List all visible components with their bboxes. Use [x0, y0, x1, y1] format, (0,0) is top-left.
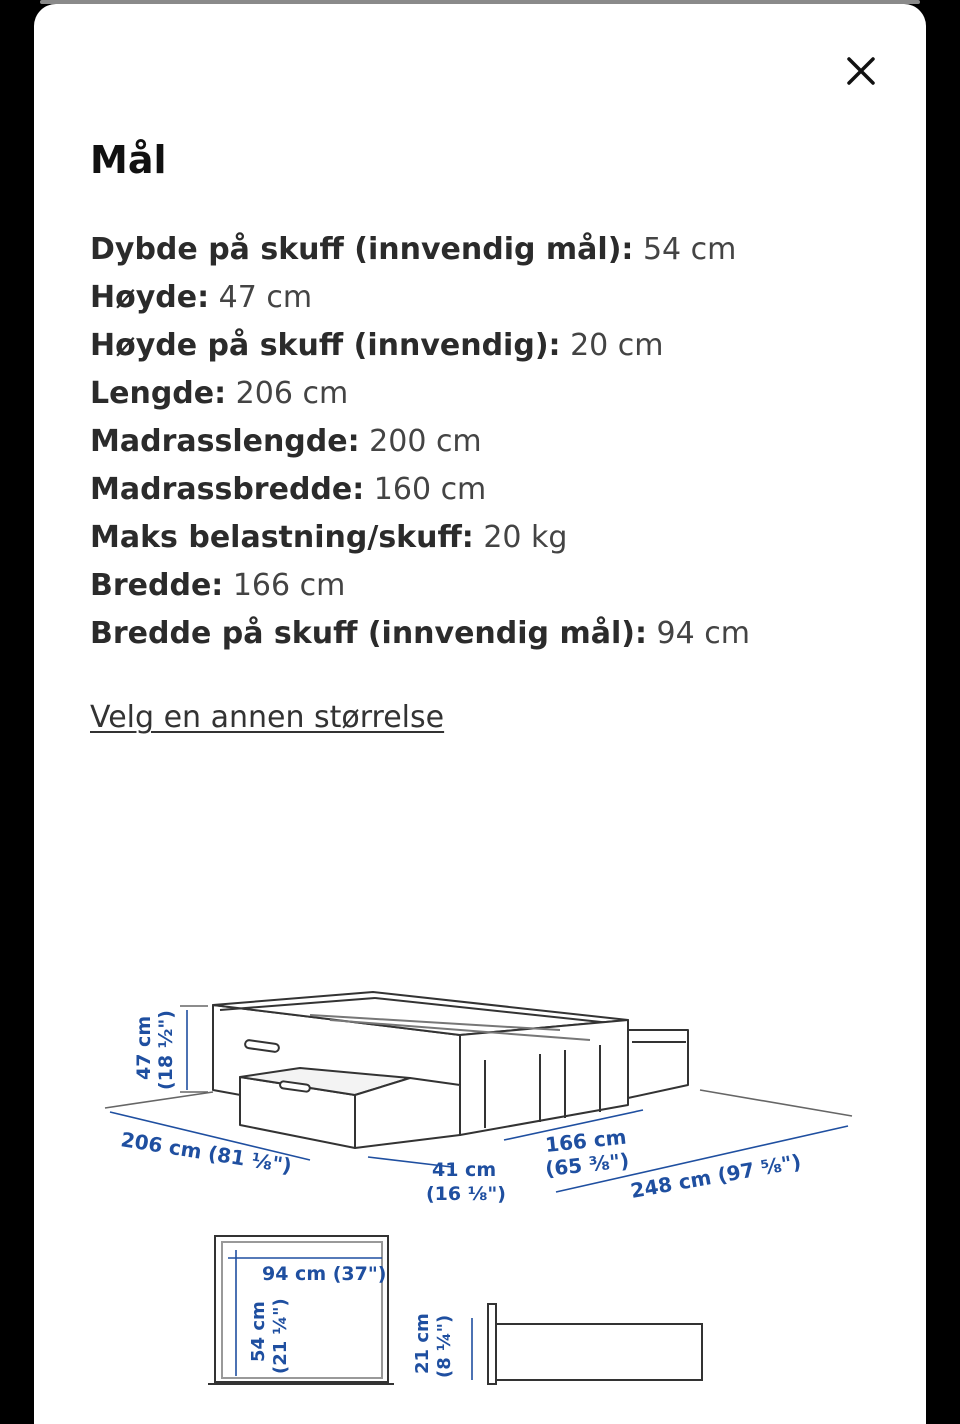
- drawer-front-edge: [488, 1304, 496, 1384]
- spec-value: 20 cm: [560, 328, 664, 363]
- spec-value: 206 cm: [226, 376, 349, 411]
- spec-value: 94 cm: [646, 616, 750, 651]
- height-label-in: (18 ½"): [155, 1010, 177, 1090]
- drawer-depth-label-in: (21 ¼"): [270, 1298, 291, 1374]
- length-label: 206 cm (81 ⅛"): [119, 1127, 294, 1178]
- drawer-height-label: 21 cm: [412, 1313, 433, 1374]
- side-drawer: [628, 1030, 688, 1098]
- spec-label: Lengde:: [90, 376, 227, 411]
- spec-value: 54 cm: [633, 232, 737, 267]
- drawer-side-view: [488, 1304, 702, 1384]
- spec-label: Bredde:: [90, 568, 224, 603]
- drawer-open-label: 41 cm: [432, 1159, 497, 1181]
- height-label: 47 cm: [133, 1015, 155, 1080]
- spec-value: 47 cm: [209, 280, 313, 315]
- tick: [700, 1090, 852, 1116]
- drawer-open-label-in: (16 ⅛"): [426, 1183, 506, 1205]
- drawer-depth-label: 54 cm: [248, 1301, 269, 1362]
- spec-label: Dybde på skuff (innvendig mål):: [90, 232, 634, 267]
- width-label-in: (65 ⅜"): [544, 1148, 631, 1181]
- drawer-height-label-in: (8 ¼"): [434, 1314, 455, 1378]
- spec-label: Madrasslengde:: [90, 424, 360, 459]
- choose-size-link[interactable]: Velg en annen størrelse: [90, 700, 445, 735]
- spec-label: Maks belastning/skuff:: [90, 520, 474, 555]
- spec-label: Madrassbredde:: [90, 472, 365, 507]
- spec-value: 200 cm: [359, 424, 482, 459]
- spec-value: 20 kg: [473, 520, 568, 555]
- drawer-body: [496, 1324, 702, 1380]
- total-width-label: 248 cm (97 ⅝"): [628, 1149, 803, 1203]
- spec-label: Høyde på skuff (innvendig):: [90, 328, 561, 363]
- drawer-width-label: 94 cm (37"): [262, 1263, 387, 1285]
- spec-value: 160 cm: [364, 472, 487, 507]
- width-label: 166 cm: [544, 1124, 628, 1157]
- spec-label: Bredde på skuff (innvendig mål):: [90, 616, 647, 651]
- spec-label: Høyde:: [90, 280, 210, 315]
- tick: [105, 1092, 213, 1108]
- modal-title: Mål: [90, 138, 167, 182]
- spec-value: 166 cm: [223, 568, 346, 603]
